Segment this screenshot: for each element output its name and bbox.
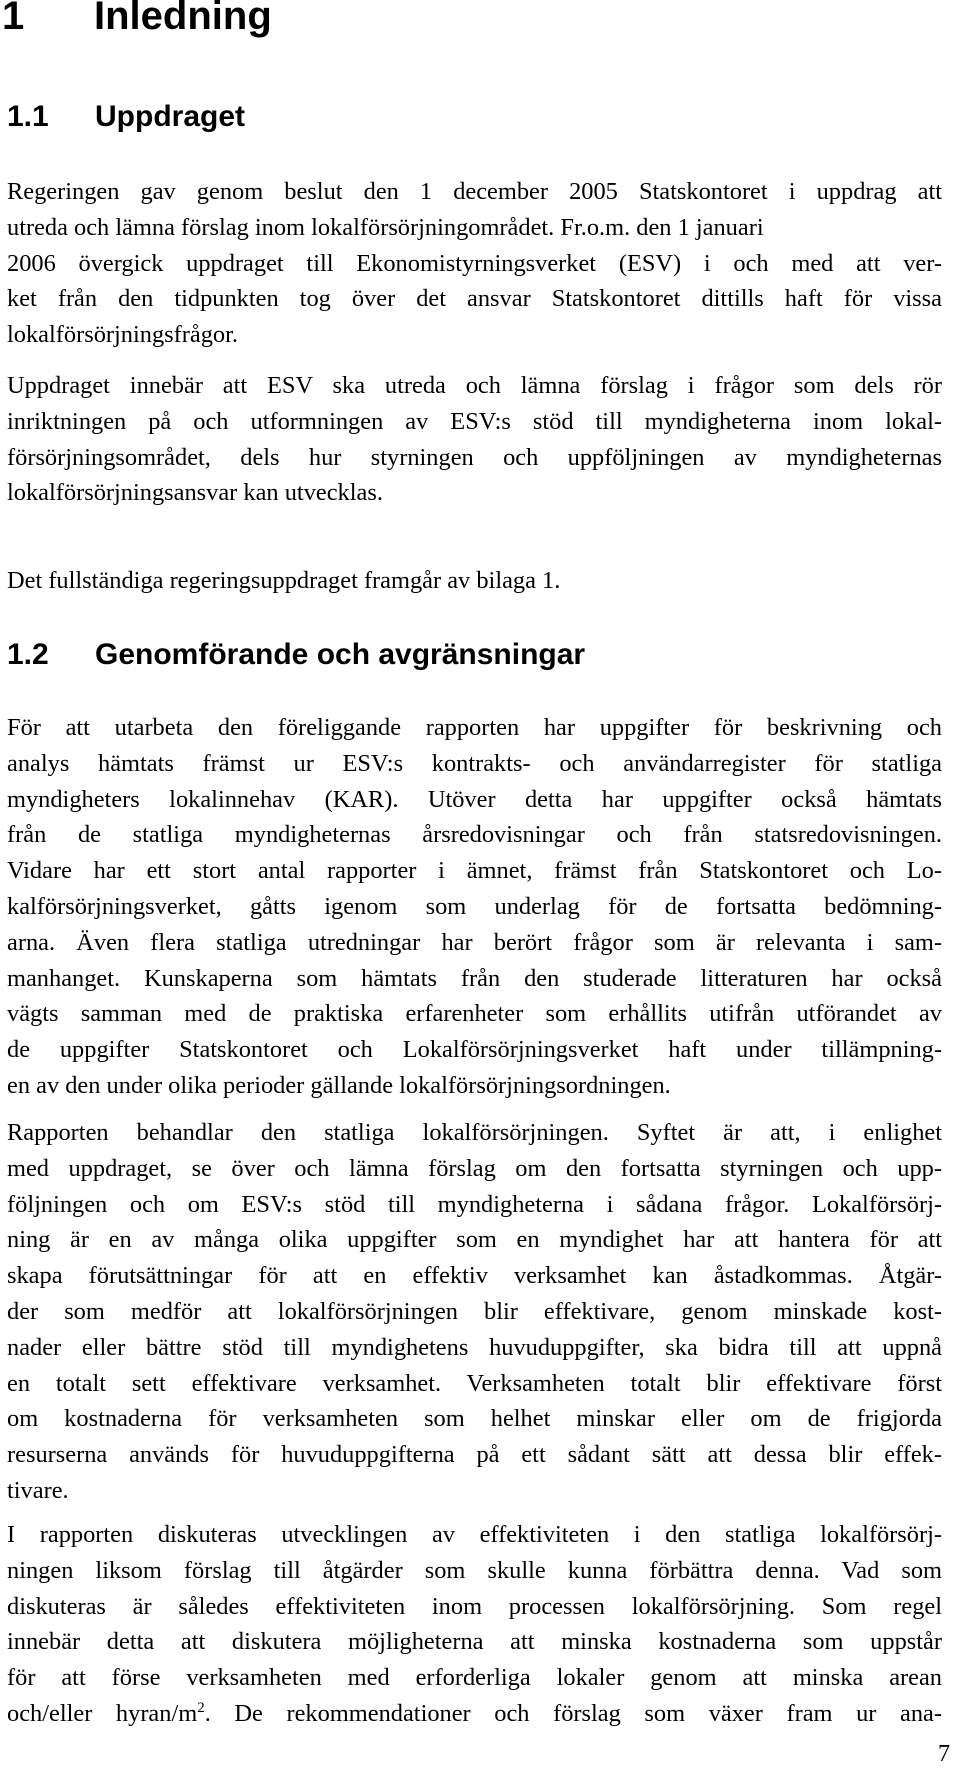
text-line: diskuteras är således effektiviteten inom processen lokalförsörjning. Som regel: [7, 1592, 942, 1620]
text-line: utreda och lämna förslag inom lokalförsörjningområdet. Fr.o.m. den 1 januari: [7, 213, 764, 241]
text-line: försörjningsområdet, dels hur styrningen och uppföljningen av myndigheternas: [7, 443, 942, 471]
paragraph: [7, 710, 942, 1104]
paragraph: [7, 368, 942, 511]
text-line: tivare.: [7, 1476, 69, 1504]
text-line: kalförsörjningsverket, gåtts igenom som underlag för de fortsatta bedömning-: [7, 892, 942, 920]
text-line: 2006 övergick uppdraget till Ekonomistyrningsverket (ESV) i och med att ver-: [7, 249, 942, 277]
text-line: myndigheters lokalinnehav (KAR). Utöver detta har uppgifter också hämtats: [7, 785, 942, 813]
section-title: Genomförande och avgränsningar: [95, 638, 586, 671]
chapter-title: Inledning: [94, 0, 272, 38]
superscript: 2: [197, 1699, 205, 1716]
text-line: lokalförsörjningsansvar kan utvecklas.: [7, 479, 383, 507]
text-line: en totalt sett effektivare verksamhet. Verksamheten totalt blir effektivare först: [7, 1369, 942, 1397]
text-line: Det fullständiga regeringsuppdraget framgår av bilaga 1.: [7, 567, 561, 594]
text-line: der som medför att lokalförsörjningen blir effektivare, genom minskade kost-: [7, 1297, 942, 1325]
text-line: ket från den tidpunkten tog över det ansvar Statskontoret dittills haft för vissa: [7, 285, 942, 313]
text-line: resurserna används för huvuduppgifterna på ett sådant sätt att dessa blir effek-: [7, 1441, 942, 1469]
text-line: arna. Även flera statliga utredningar har berört frågor som är relevanta i sam-: [7, 928, 942, 956]
paragraph: [7, 174, 942, 353]
text-line: För att utarbeta den föreliggande rapporten har uppgifter för beskrivning och: [7, 714, 942, 741]
text-line: analys hämtats främst ur ESV:s kontrakts- och användarregister för statliga: [7, 749, 942, 777]
text-line: Regeringen gav genom beslut den 1 december 2005 Statskontoret i uppdrag att: [7, 178, 942, 205]
text-line: innebär detta att diskutera möjligheterna att minska kostnaderna som uppstår: [7, 1628, 942, 1656]
text-line: från de statliga myndigheternas årsredovisningar och från statsredovisningen.: [7, 821, 942, 849]
text-line: Vidare har ett stort antal rapporter i ämnet, främst från Statskontoret och Lo-: [7, 857, 942, 885]
text-line: nader eller bättre stöd till myndighetens huvuduppgifter, ska bidra till att uppnå: [7, 1333, 942, 1361]
text-fragment: . De rekommendationer och förslag som växer fram ur ana-: [204, 1699, 943, 1727]
section-number: 1.2: [7, 638, 49, 671]
text-line: ning är en av många olika uppgifter som en myndighet har att hantera för att: [7, 1226, 942, 1254]
section-title: Uppdraget: [95, 100, 245, 133]
paragraph: [7, 1115, 942, 1509]
text-line: för att förse verksamheten med erforderliga lokaler genom att minska arean: [7, 1664, 942, 1692]
paragraph: [7, 1517, 942, 1732]
text-fragment: och/eller hyran/m: [7, 1699, 198, 1727]
page-number: 7: [938, 1741, 950, 1767]
text-line: I rapporten diskuteras utvecklingen av effektiviteten i den statliga lokalförsörj-: [7, 1521, 942, 1548]
text-line: inriktningen på och utformningen av ESV:s stöd till myndigheterna inom lokal-: [7, 407, 942, 435]
text-line: Uppdraget innebär att ESV ska utreda och lämna förslag i frågor som dels rör: [7, 372, 942, 399]
text-line: vägts samman med de praktiska erfarenheter som erhållits utifrån utförandet av: [7, 1000, 942, 1028]
chapter-heading: [2, 0, 272, 39]
text-line: med uppdraget, se över och lämna förslag om den fortsatta styrningen och upp-: [7, 1154, 942, 1182]
text-line: lokalförsörjningsfrågor.: [7, 321, 238, 349]
section-number: 1.1: [7, 100, 49, 133]
paragraph: [7, 563, 942, 599]
text-line: Rapporten behandlar den statliga lokalförsörjningen. Syftet är att, i enlighet: [7, 1119, 942, 1146]
text-line: skapa förutsättningar för att en effektiv verksamhet kan åstadkommas. Åtgär-: [7, 1262, 942, 1290]
section-heading-1-1: [7, 100, 245, 134]
text-line: [7, 1696, 942, 1732]
text-line: om kostnaderna för verksamheten som helhet minskar eller om de frigjorda: [7, 1405, 942, 1433]
text-line: ningen liksom förslag till åtgärder som skulle kunna förbättra denna. Vad som: [7, 1556, 942, 1584]
text-line: de uppgifter Statskontoret och Lokalförsörjningsverket haft under tillämpning-: [7, 1036, 942, 1064]
text-line: följningen och om ESV:s stöd till myndigheterna i sådana frågor. Lokalförsörj-: [7, 1190, 942, 1218]
chapter-number: 1: [2, 0, 25, 38]
section-heading-1-2: [7, 638, 585, 672]
text-line: manhanget. Kunskaperna som hämtats från den studerade litteraturen har också: [7, 964, 942, 992]
text-line: en av den under olika perioder gällande lokalförsörjningsordningen.: [7, 1071, 671, 1099]
